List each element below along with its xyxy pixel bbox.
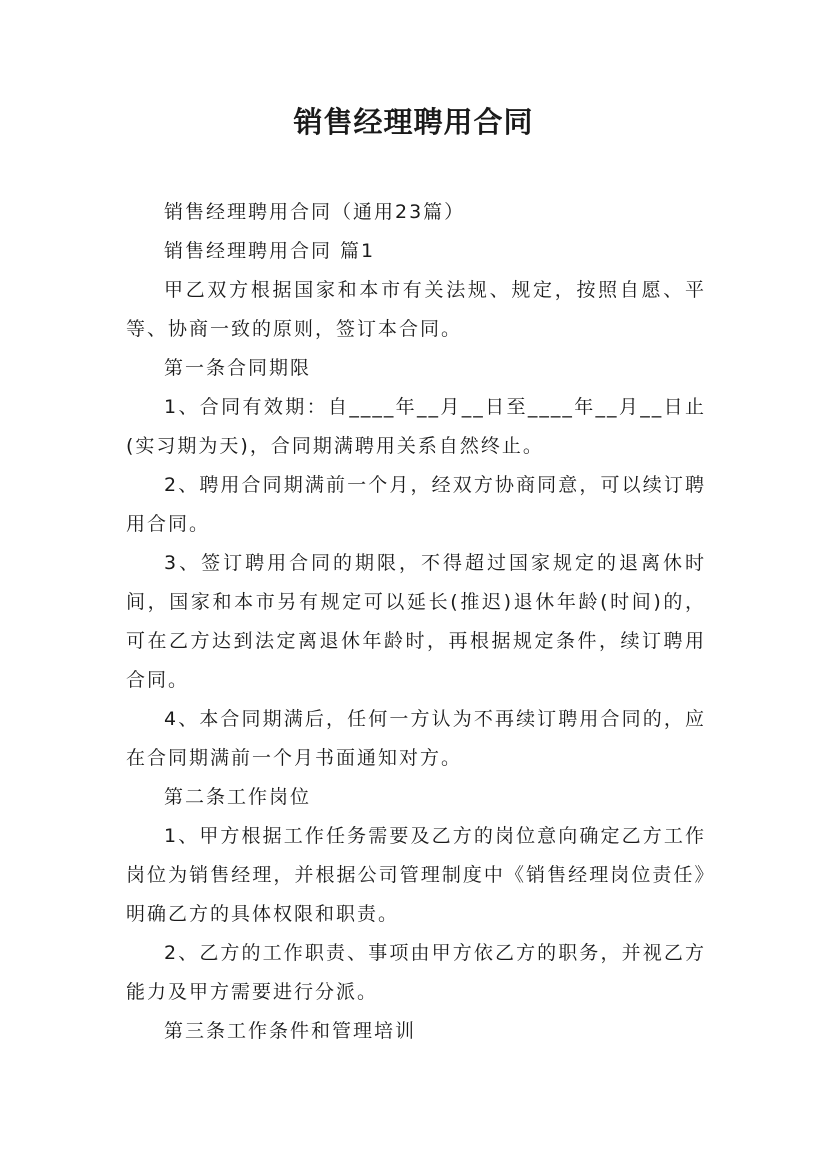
article-2-clause-1: 1、甲方根据工作任务需要及乙方的岗位意向确定乙方工作岗位为销售经理，并根据公司管理制度中《销售经理岗位责任》明确乙方的具体权限和职责。 [126,825,706,925]
article-1-clause-2: 2、聘用合同期满前一个月，经双方协商同意，可以续订聘用合同。 [126,474,706,535]
document-body [126,193,706,1051]
paragraph-preamble: 甲乙双方根据国家和本市有关法规、规定，按照自愿、平等、协商一致的原则，签订本合同。 [126,279,706,340]
paragraph-section-heading: 销售经理聘用合同 篇1 [164,240,376,262]
article-1-heading: 第一条合同期限 [164,357,312,379]
paragraph-collection-heading: 销售经理聘用合同（通用23篇） [164,201,466,223]
document-title: 销售经理聘用合同 [293,105,534,139]
article-1-clause-1: 1、合同有效期：自____年__月__日至____年__月__日止(实习期为天)，合同期满聘用关系自然终止。 [126,396,706,457]
article-2-heading: 第二条工作岗位 [164,786,312,808]
article-3-heading: 第三条工作条件和管理培训 [164,1020,417,1042]
article-2-clause-2: 2、乙方的工作职责、事项由甲方依乙方的职务，并视乙方能力及甲方需要进行分派。 [126,942,706,1003]
article-1-clause-4: 4、本合同期满后，任何一方认为不再续订聘用合同的，应在合同期满前一个月书面通知对方。 [126,708,706,769]
article-1-clause-3: 3、签订聘用合同的期限，不得超过国家规定的退离休时间，国家和本市另有规定可以延长(推迟)退休年龄(时间)的，可在乙方达到法定离退休年龄时，再根据规定条件，续订聘用合同。 [126,552,706,691]
